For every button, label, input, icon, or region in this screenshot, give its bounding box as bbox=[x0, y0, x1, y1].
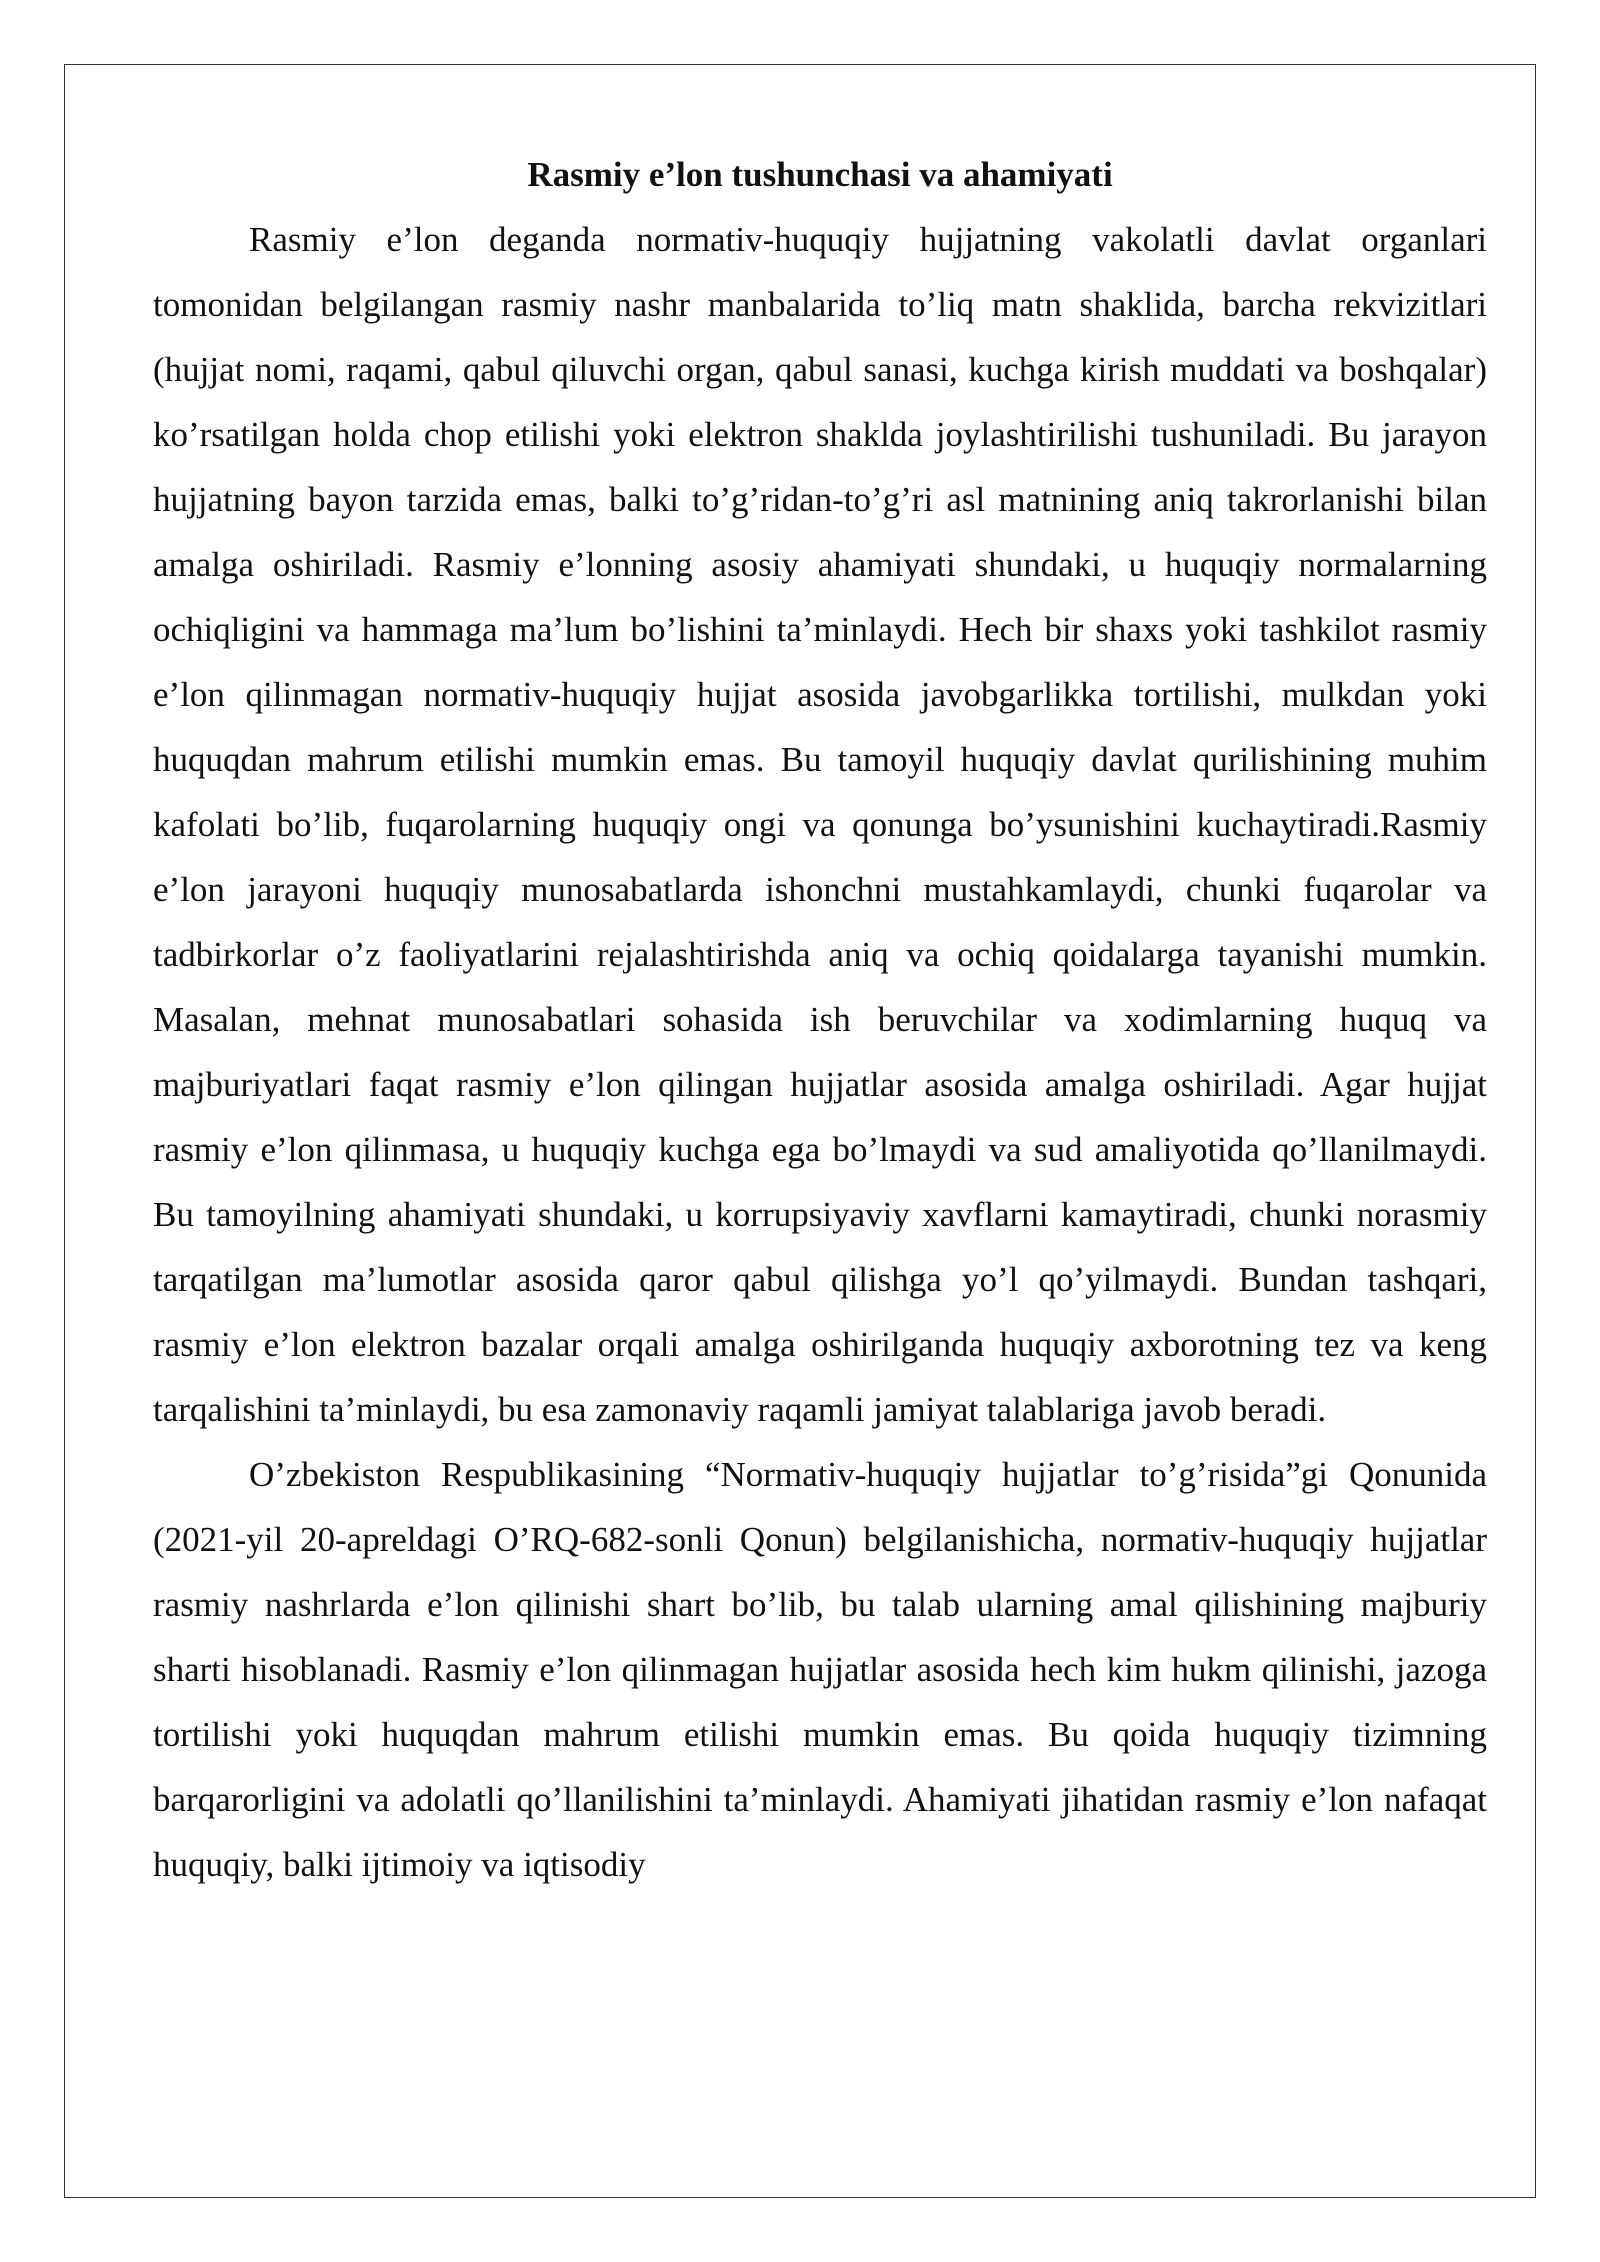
document-body bbox=[153, 146, 1487, 1897]
paragraph-law-reference: O’zbekiston Respublikasining “Normativ-huquqiy hujjatlar to’g’risida”gi Qonunida (2021-yil 20-apreldagi O’RQ-682-sonli Qonun) belgilanishicha, normativ-huquqiy hujjatlar rasmiy nashrlarda e’lon qilinishi shart bo’lib, bu talab ularning amal qilishining majburiy sharti hisoblanadi. Rasmiy e’lon qilinmagan hujjatlar asosida hech kim hukm qilinishi, jazoga tortilishi yoki huquqdan mahrum etilishi mumkin emas. Bu qoida huquqiy tizimning barqarorligini va adolatli qo’llanilishini ta’minlaydi. Ahamiyati jihatidan rasmiy e’lon nafaqat huquqiy, balki ijtimoiy va iqtisodiy bbox=[153, 1455, 1487, 1884]
paragraph-official-publication-definition: Rasmiy e’lon deganda normativ-huquqiy hujjatning vakolatli davlat organlari tomonidan belgilangan rasmiy nashr manbalarida to’liq matn shaklida, barcha rekvizitlari (hujjat nomi, raqami, qabul qiluvchi organ, qabul sanasi, kuchga kirish muddati va boshqalar) ko’rsatilgan holda chop etilishi yoki elektron shaklda joylashtirilishi tushuniladi. Bu jarayon hujjatning bayon tarzida emas, balki to’g’ridan-to’g’ri asl matnining aniq takrorlanishi bilan amalga oshiriladi. Rasmiy e’lonning asosiy ahamiyati shundaki, u huquqiy normalarning ochiqligini va hammaga ma’lum bo’lishini ta’minlaydi. Hech bir shaxs yoki tashkilot rasmiy e’lon qilinmagan normativ-huquqiy hujjat asosida javobgarlikka tortilishi, mulkdan yoki huquqdan mahrum etilishi mumkin emas. Bu tamoyil huquqiy davlat qurilishining muhim kafolati bo’lib, fuqarolarning huquqiy ongi va qonunga bo’ysunishini kuchaytiradi.Rasmiy e’lon jarayoni huquqiy munosabatlarda ishonchni mustahkamlaydi, chunki fuqarolar va tadbirkorlar o’z faoliyatlarini rejalashtirishda aniq va ochiq qoidalarga tayanishi mumkin. Masalan, mehnat munosabatlari sohasida ish beruvchilar va xodimlarning huquq va majburiyatlari faqat rasmiy e’lon qilingan hujjatlar asosida amalga oshiriladi. Agar hujjat rasmiy e’lon qilinmasa, u huquqiy kuchga ega bo’lmaydi va sud amaliyotida qo’llanilmaydi. Bu tamoyilning ahamiyati shundaki, u korrupsiyaviy xavflarni kamaytiradi, chunki norasmiy tarqatilgan ma’lumotlar asosida qaror qabul qilishga yo’l qo’yilmaydi. Bundan tashqari, rasmiy e’lon elektron bazalar orqali amalga oshirilganda huquqiy axborotning tez va keng tarqalishini ta’minlaydi, bu esa zamonaviy raqamli jamiyat talablariga javob beradi. bbox=[153, 220, 1487, 1429]
document-title: Rasmiy e’lon tushunchasi va ahamiyati bbox=[527, 155, 1113, 194]
